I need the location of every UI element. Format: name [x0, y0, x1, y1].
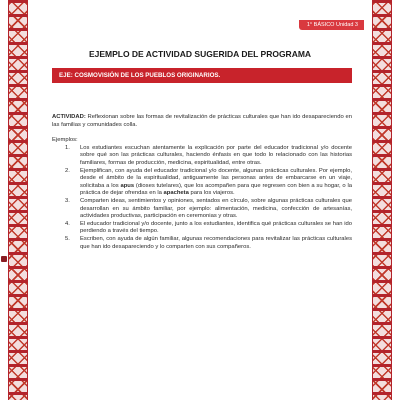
activity-label: ACTIVIDAD:: [52, 114, 86, 120]
list-item-number: 5.: [65, 235, 70, 242]
left-decorative-border: [8, 0, 28, 400]
list-item-number: 1.: [65, 144, 70, 151]
right-decorative-border: [372, 0, 392, 400]
activity-text: Reflexionan sobre las formas de revitalización de prácticas culturales que han ido desapareciendo en las familias y comunidades colla.: [52, 114, 352, 128]
list-item-text: El educador tradicional y/o docente, junto a los estudiantes, identifica qué prácticas culturales se han ido perdiendo a través del tiempo.: [80, 220, 352, 235]
list-item-number: 4.: [65, 220, 70, 227]
list-item-text-middle: (dioses tutelares), que los acompañen para que regresen con bien a su hogar, o la práctica de dejar ofrendas en la: [80, 182, 352, 197]
term-apus: apus: [120, 182, 135, 189]
list-item-text: Comparten ideas, sentimientos y opiniones, sentados en círculo, sobre algunas prácticas culturales que desarrollan en su ámbito familiar, por ejemplo: alimentación, medicina, confección de artesanías, actividades productivas, participación en ceremonias y otras.: [80, 197, 352, 220]
unit-tag: 1° BÁSICO Unidad 3: [299, 20, 364, 30]
activity-paragraph: [52, 114, 352, 129]
list-item-text-end: para los viajeros.: [188, 190, 235, 197]
list-item-number: 2.: [65, 167, 70, 174]
page-title: EJEMPLO DE ACTIVIDAD SUGERIDA DEL PROGRAMA: [88, 49, 312, 59]
list-item: [52, 198, 352, 221]
eje-label: EJE: COSMOVISIÓN DE LOS PUEBLOS ORIGINARIOS.: [59, 72, 221, 79]
list-item: [52, 236, 352, 251]
examples-heading: Ejemplos:: [52, 137, 78, 144]
list-item-number: 3.: [65, 197, 70, 204]
document-body: [52, 114, 352, 251]
term-apacheta: apacheta: [163, 190, 189, 197]
edge-marker: [1, 256, 7, 262]
list-item-text: Los estudiantes escuchan atentamente la explicación por parte del educador tradicional y/o docente sobre qué son las prácticas culturales, haciendo énfasis en que todo lo relacionado con las historias familiares, formas de producción, medicina, espiritualidad, entre otras.: [80, 144, 352, 166]
list-item: [52, 221, 352, 236]
list-item-text-start: Ejemplifican, con ayuda del educador tradicional y/o docente, algunas prácticas culturales. Por ejemplo, desde el ámbito de la espiritualidad, antiguamente las personas antes de embarcarse en un viaje, solicitaba a los: [80, 167, 352, 189]
list-item-text: Escriben, con ayuda de algún familiar, algunas recomendaciones para revitalizar las prácticas culturales que han ido desapareciendo y lo comparten con sus compañeros.: [80, 235, 352, 250]
eje-banner: [52, 68, 352, 83]
list-item: [52, 168, 352, 198]
examples-list: [52, 145, 352, 251]
list-item: [52, 145, 352, 168]
